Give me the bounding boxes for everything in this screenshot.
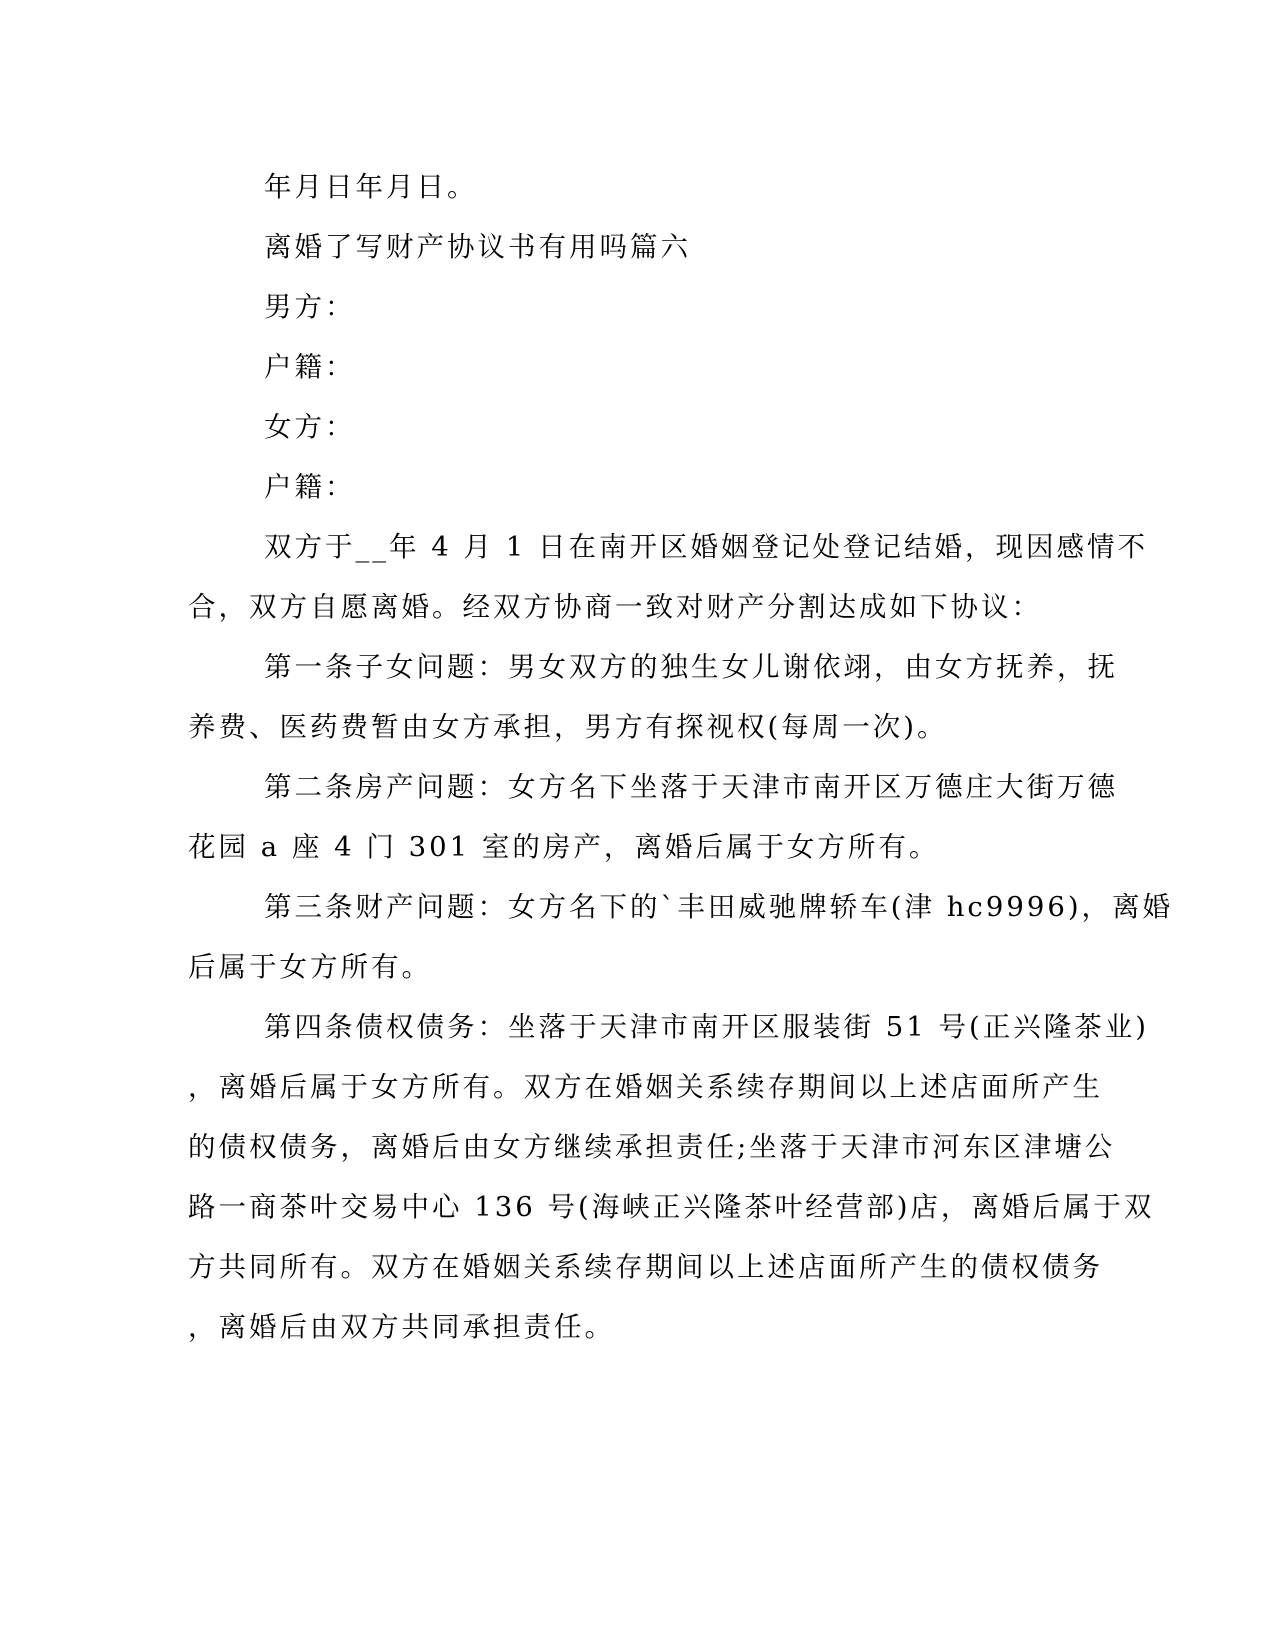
section-heading: 离婚了写财产协议书有用吗篇六 [264,231,691,263]
article-4-line: 第四条债权债务：坐落于天津市南开区服装街 51 号(正兴隆茶业) [264,1011,1149,1043]
article-3-line: 后属于女方所有。 [188,951,432,983]
field-male-household: 户籍： [264,351,356,383]
field-male-party: 男方： [264,291,356,323]
article-2-line: 第二条房产问题：女方名下坐落于天津市南开区万德庄大街万德 [264,771,1118,803]
paragraph-intro-line: 双方于__年 4 月 1 日在南开区婚姻登记处登记结婚，现因感情不 [264,531,1148,563]
article-3-line: 第三条财产问题：女方名下的`丰田威驰牌轿车(津 hc9996)，离婚 [264,891,1174,923]
article-4-line: ，离婚后由双方共同承担责任。 [188,1311,615,1343]
document-body [188,157,1174,1357]
article-1-line: 第一条子女问题：男女双方的独生女儿谢依翊，由女方抚养，抚 [264,651,1118,683]
article-2-line: 花园 a 座 4 门 301 室的房产，离婚后属于女方所有。 [188,831,940,863]
article-1-line: 养费、医药费暂由女方承担，男方有探视权(每周一次)。 [188,711,948,743]
paragraph-intro-line: 合，双方自愿离婚。经双方协商一致对财产分割达成如下协议： [188,591,1042,623]
text-line-date: 年月日年月日。 [264,171,478,203]
article-4-line: 的债权债务，离婚后由女方继续承担责任;坐落于天津市河东区津塘公 [188,1131,1116,1163]
article-4-line: 路一商茶叶交易中心 136 号(海峡正兴隆茶叶经营部)店，离婚后属于双 [188,1191,1155,1223]
field-female-party: 女方： [264,411,356,443]
article-4-line: 方共同所有。双方在婚姻关系续存期间以上述店面所产生的债权债务 [188,1251,1103,1283]
article-4-line: ，离婚后属于女方所有。双方在婚姻关系续存期间以上述店面所产生 [188,1071,1103,1103]
field-female-household: 户籍： [264,471,356,503]
